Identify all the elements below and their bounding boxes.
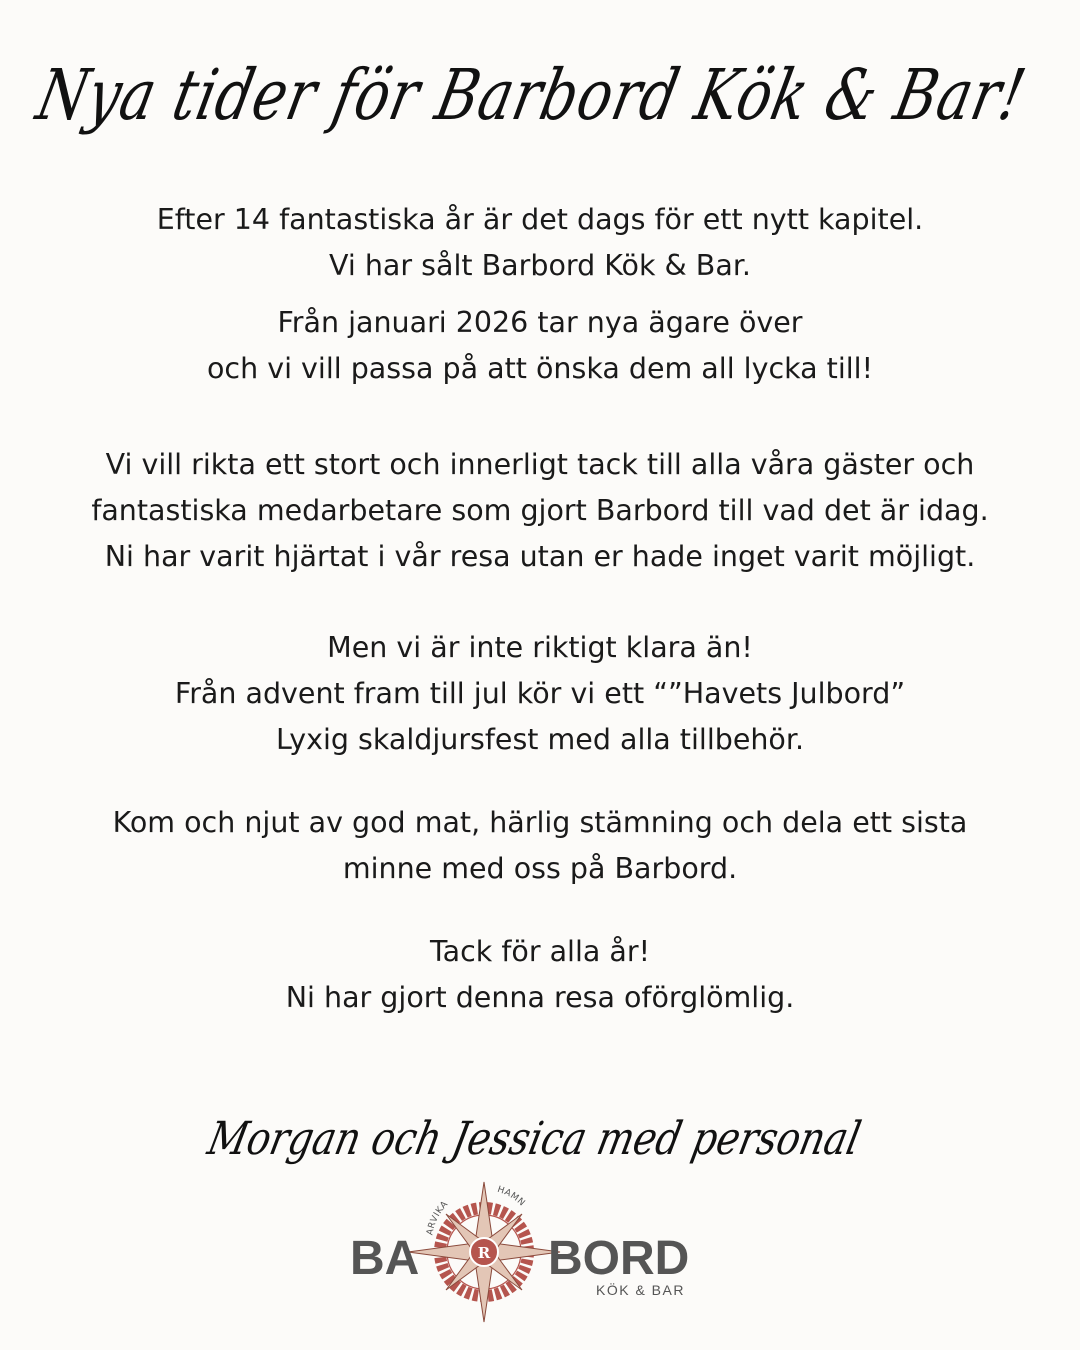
paragraph-julbord xyxy=(0,625,1080,763)
paragraph-thanks xyxy=(0,442,1080,580)
text-line: fantastiska medarbetare som gjort Barbord till vad det är idag. xyxy=(91,494,989,527)
text-line: minne med oss på Barbord. xyxy=(342,852,738,885)
text-line: Från advent fram till jul kör vi ett “”Havets Julbord” xyxy=(174,677,906,710)
barbord-logo xyxy=(340,1178,720,1328)
text-line: Vi har sålt Barbord Kök & Bar. xyxy=(329,249,751,282)
paragraph-farewell xyxy=(0,929,1080,1021)
logo-arc-left: ARVIKA xyxy=(425,1199,451,1237)
logo-center-letter: R xyxy=(477,1244,491,1262)
page-title: Nya tider för Barbord Kök & Bar! xyxy=(30,55,1033,137)
text-line: Ni har varit hjärtat i vår resa utan er hade inget varit möjligt. xyxy=(104,540,976,573)
logo-subtext: KÖK & BAR xyxy=(596,1282,685,1298)
text-line: Lyxig skaldjursfest med alla tillbehör. xyxy=(275,723,805,756)
compass-rose-icon xyxy=(408,1182,560,1322)
text-line: Från januari 2026 tar nya ägare över xyxy=(277,306,803,339)
logo-text-right: BORD xyxy=(548,1232,690,1285)
paragraph-intro xyxy=(0,197,1080,289)
paragraph-new-owners xyxy=(0,300,1080,392)
text-line: Efter 14 fantastiska år är det dags för ett nytt kapitel. xyxy=(156,203,924,236)
text-line: Tack för alla år! xyxy=(429,935,651,968)
paragraph-invite xyxy=(0,800,1080,892)
text-line: Vi vill rikta ett stort och innerligt tack till alla våra gäster och xyxy=(105,448,975,481)
logo-text-left: BA xyxy=(350,1232,420,1285)
signature: Morgan och Jessica med personal xyxy=(203,1112,866,1165)
text-line: Kom och njut av god mat, härlig stämning och dela ett sista xyxy=(112,806,968,839)
text-line: Ni har gjort denna resa oförglömlig. xyxy=(285,981,795,1014)
text-line: och vi vill passa på att önska dem all lycka till! xyxy=(206,352,874,385)
logo-arc-right: HAMN xyxy=(495,1184,527,1209)
text-line: Men vi är inte riktigt klara än! xyxy=(327,631,753,664)
